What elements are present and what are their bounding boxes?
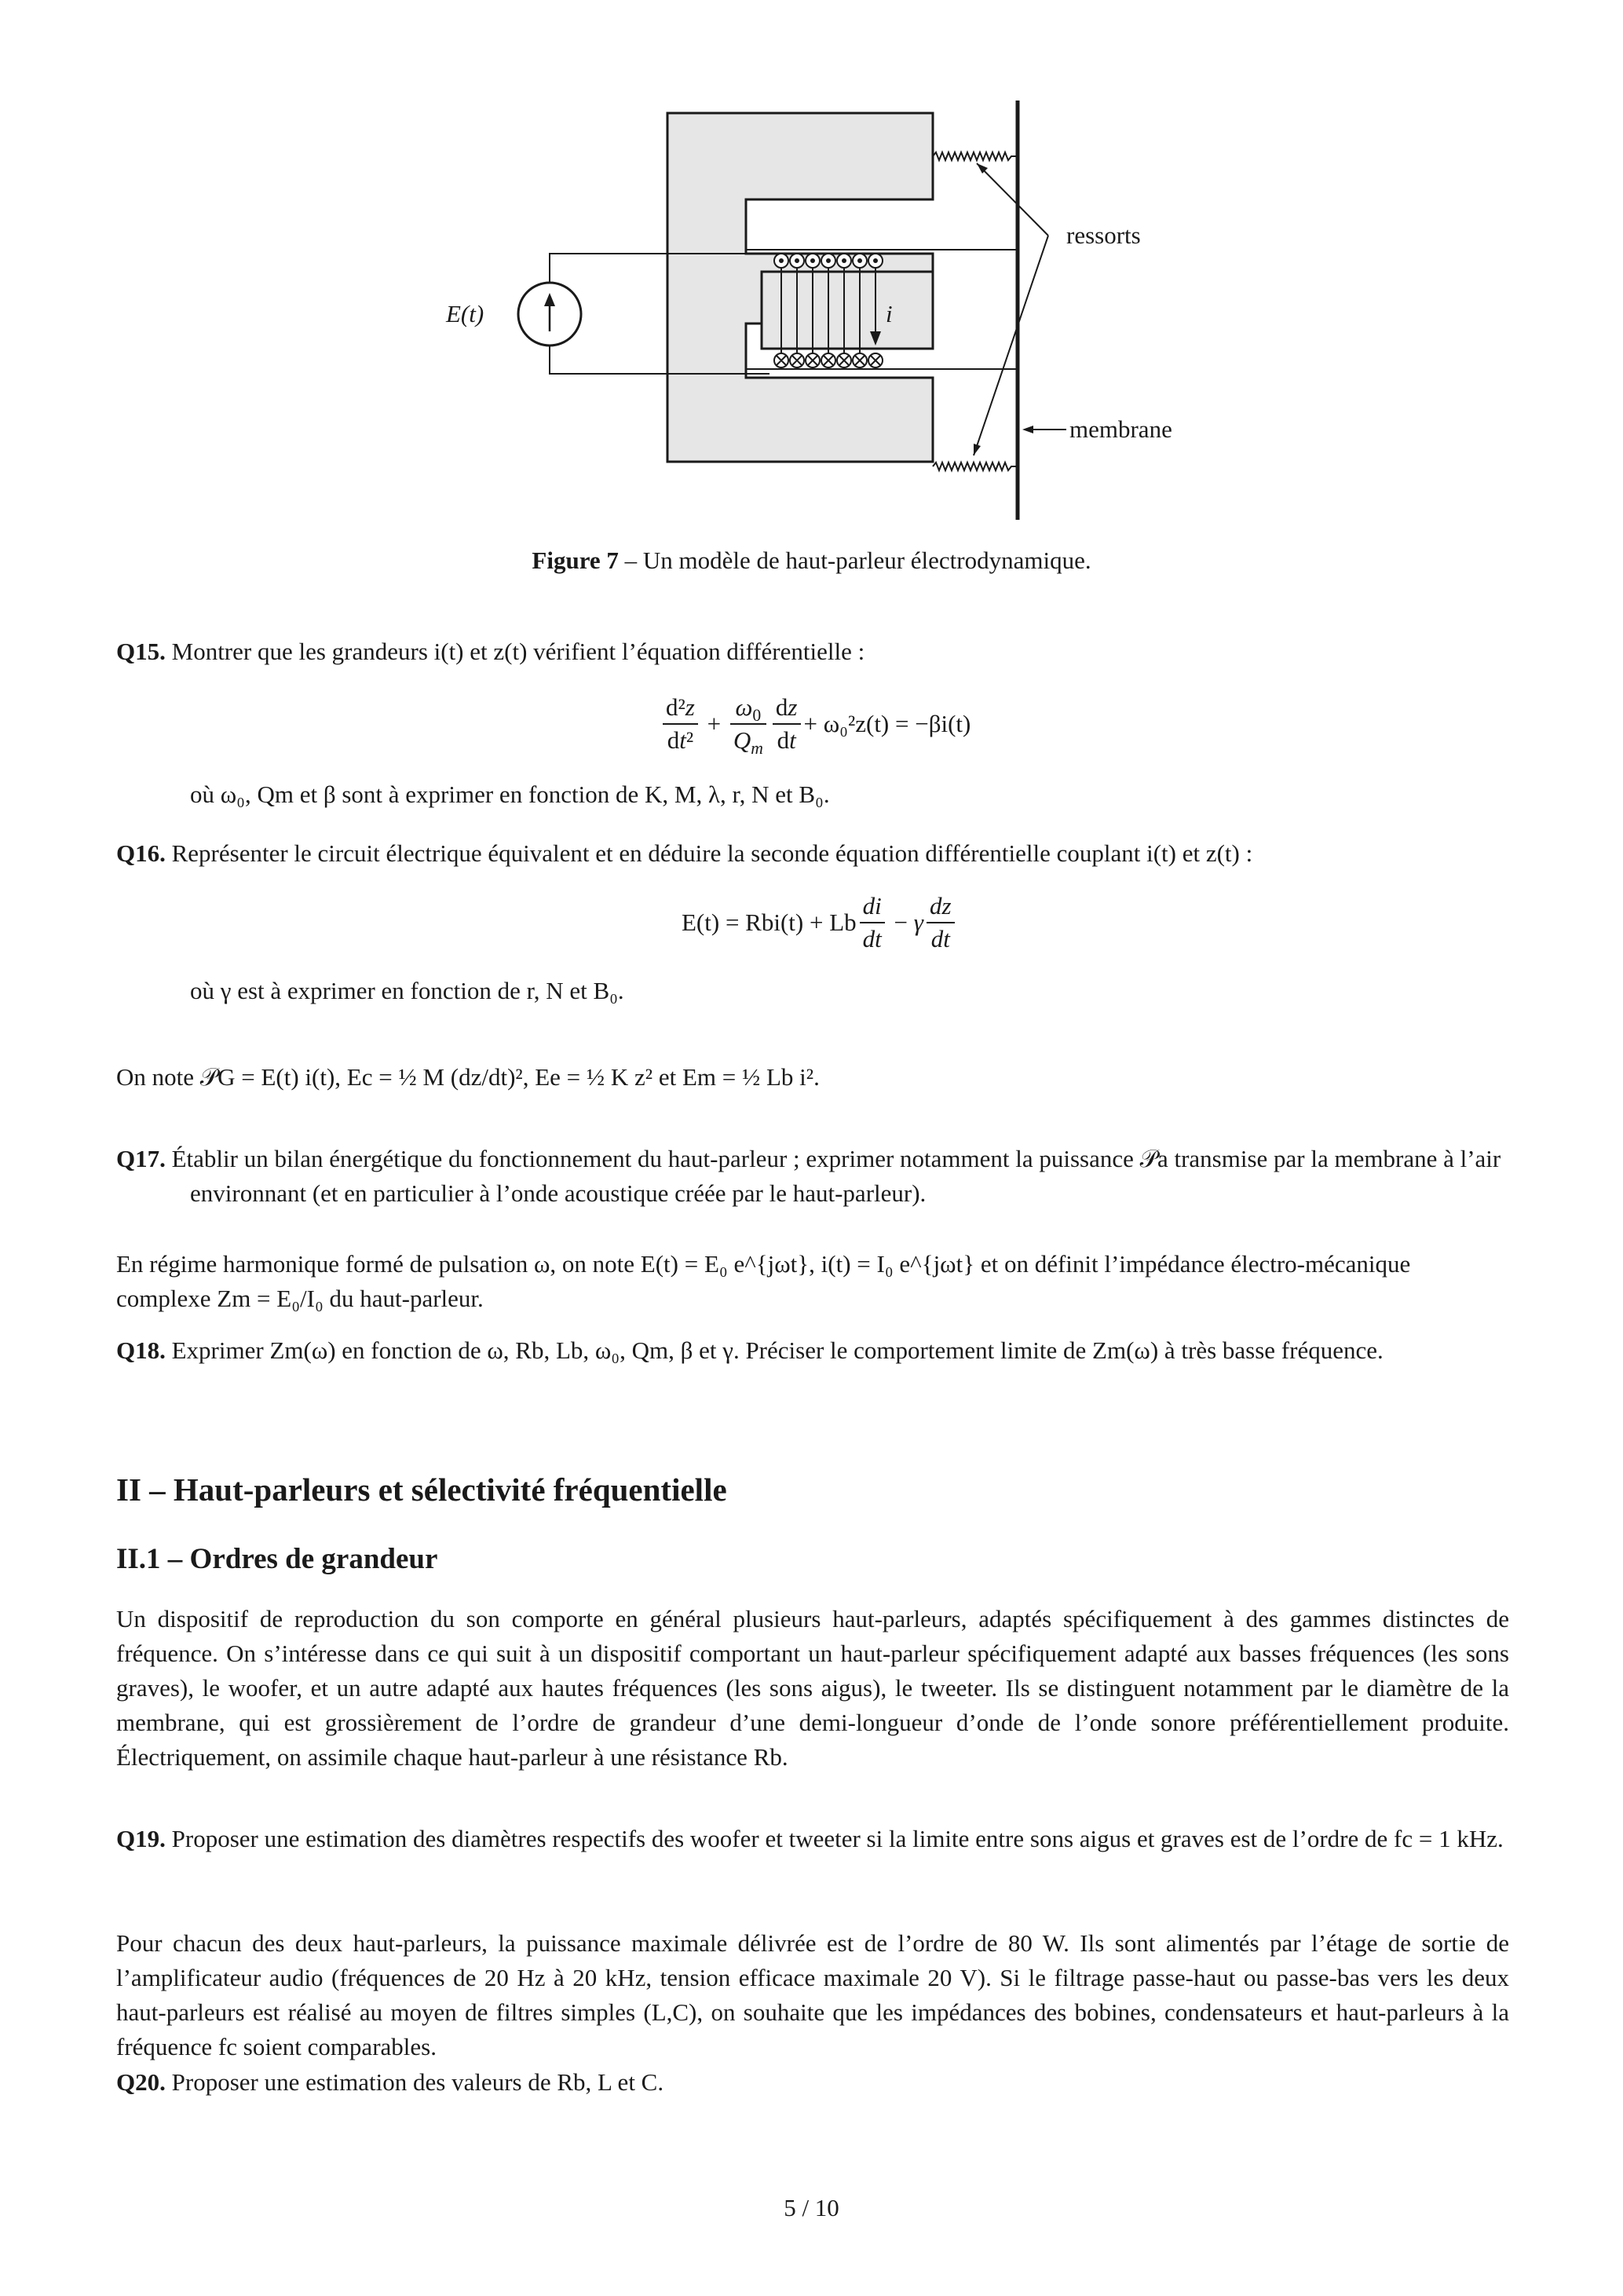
- q20-number: Q20.: [116, 2068, 166, 2096]
- power-paragraph: Pour chacun des deux haut-parleurs, la puissance maximale délivrée est de l’ordre de 80 W. Ils sont alimentés par l’étage de sortie de l’amplificateur audio (fréquences de 20 Hz à 20 kHz, tension efficace maximale 20 V). Si le filtrage passe-haut ou passe-bas vers les deux haut-parleurs est réalisé au moyen de filtres simples (L,C), on souhaite que les impédances des bobines, condensateurs et haut-parleurs à la fréquence fc soient comparables.: [116, 1929, 1509, 2060]
- q16-equation: E(t) = Rbi(t) + Lb $\frac{di}{dt}$ − γ $\frac{dz}{dt}$: [682, 883, 958, 962]
- note-energies: On note 𝒫G = E(t) i(t), Ec = ½ M (dz/dt)², Ee = ½ K z² et Em = ½ Lb i².: [116, 1063, 820, 1091]
- q16-number: Q16.: [116, 839, 166, 867]
- section-title: II – Haut-parleurs et sélectivité fréquentielle: [116, 1472, 727, 1508]
- membrane-label: membrane: [1069, 415, 1172, 443]
- q16-text: Représenter le circuit électrique équivalent et en déduire la seconde équation différentielle couplant i(t) et z(t) :: [171, 839, 1253, 867]
- figure-caption-label: Figure 7: [532, 547, 619, 574]
- page-number: 5 / 10: [784, 2194, 839, 2221]
- loudspeaker-figure: [424, 86, 1256, 542]
- q19-text: Proposer une estimation des diamètres respectifs des woofer et tweeter si la limite entre sons aigus et graves est de l’ordre de fc = 1 kHz.: [171, 1825, 1504, 1852]
- harmonic-paragraph: En régime harmonique formé de pulsation ω, on note E(t) = E₀ e^{jωt}, i(t) = I₀ e^{jωt} et on définit l’impédance électro-mécanique complexe Zm = E₀/I₀ du haut-parleur.: [116, 1250, 1411, 1312]
- figure-caption: [0, 543, 1623, 578]
- q15-equation-rhs: + ω₀²z(t) = −βi(t): [803, 710, 971, 737]
- spring-bottom: [933, 462, 1018, 470]
- q18-number: Q18.: [116, 1336, 166, 1364]
- current-label: i: [886, 300, 893, 327]
- question-19: [116, 1822, 1583, 1856]
- q15-frac-omega-q: $\frac{\omega_0}{Q_m}$: [730, 692, 766, 756]
- springs-label: ressorts: [1066, 221, 1141, 249]
- question-17: [116, 1142, 1583, 1211]
- q20-text: Proposer une estimation des valeurs de Rb, L et C.: [171, 2068, 664, 2096]
- q16-frac-dz: $\frac{dz}{dt}$: [927, 890, 955, 955]
- q15-frac-d2z: $\frac{\text{d²z}}{\text{dt²}}$: [663, 692, 698, 756]
- q17-text: Établir un bilan énergétique du fonctionnement du haut-parleur ; exprimer notamment la puissance 𝒫a transmise par la membrane à l’air environnant (et en particulier à l’onde acoustique créée par le haut-parleur).: [171, 1145, 1501, 1207]
- q15-equation: $\frac{\text{d²z}}{\text{dt²}}$ + $\frac{\omega_0}{Q_m}$ $\frac{dz}{dt}$ + ω₀²z(t) = −βi(t): [660, 685, 971, 763]
- coil-turns-bottom: [774, 353, 883, 367]
- figure-caption-text: – Un modèle de haut-parleur électrodynamique.: [618, 547, 1091, 574]
- q19-number: Q19.: [116, 1825, 166, 1852]
- question-18: [116, 1333, 1583, 1368]
- question-15: [116, 634, 1583, 669]
- question-20: [116, 2065, 1583, 2100]
- q15-after: où ω₀, Qm et β sont à exprimer en fonction de K, M, λ, r, N et B₀.: [190, 781, 830, 808]
- subsection-title: II.1 – Ordres de grandeur: [116, 1543, 438, 1575]
- q15-number: Q15.: [116, 638, 166, 665]
- magnet-central-pole: [762, 272, 933, 349]
- question-16: [116, 836, 1583, 871]
- q16-frac-di: $\frac{di}{dt}$: [860, 890, 885, 955]
- intro-paragraph: Un dispositif de reproduction du son comporte en général plusieurs haut-parleurs, adaptés spécifiquement à des gammes distinctes de fréquence. On s’intéresse dans ce qui suit à un dispositif comportant un haut-parleur spécifiquement adapté aux basses fréquences (les sons graves), le woofer, et un autre adapté aux hautes fréquences (les sons aigus), le tweeter. Ils se distinguent notamment par le diamètre de la membrane, qui est grossièrement de l’ordre de grandeur d’une demi-longueur d’onde de l’onde sonore préférentiellement produite. Électriquement, on assimile chaque haut-parleur à une résistance Rb.: [116, 1605, 1509, 1771]
- q16-after: où γ est à exprimer en fonction de r, N et B₀.: [190, 977, 624, 1004]
- q17-number: Q17.: [116, 1145, 166, 1172]
- source-label: E(t): [446, 300, 484, 327]
- q15-text: Montrer que les grandeurs i(t) et z(t) vérifient l’équation différentielle :: [171, 638, 865, 665]
- spring-top: [933, 152, 1018, 160]
- q18-text: Exprimer Zm(ω) en fonction de ω, Rb, Lb, ω₀, Qm, β et γ. Préciser le comportement limite de Zm(ω) à très basse fréquence.: [171, 1336, 1384, 1364]
- q15-frac-dz: $\frac{dz}{dt}$: [773, 692, 801, 756]
- q16-equation-lhs: E(t) = Rbi(t) + Lb: [682, 909, 857, 936]
